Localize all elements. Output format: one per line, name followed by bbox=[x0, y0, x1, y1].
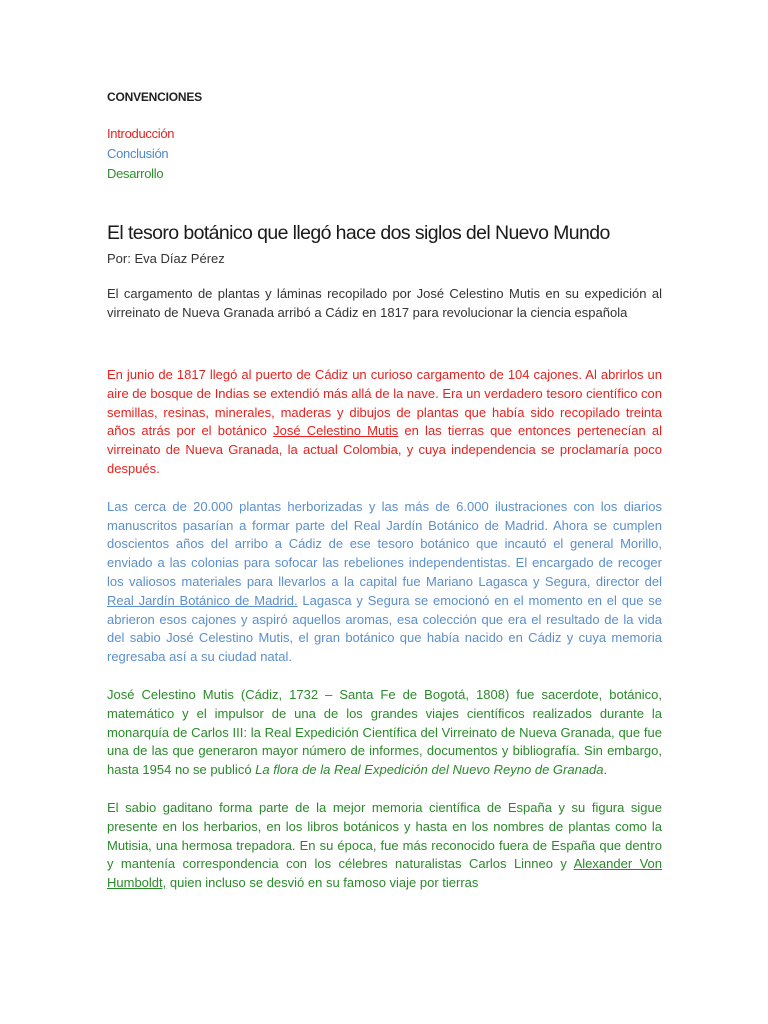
intro-text-after: en las tierras que entonces pertenecían al virreinato de Nueva Granada, la actual Colombia, y cuya independencia se proclamaría poco después. bbox=[107, 423, 662, 476]
legend-development: Desarrollo bbox=[107, 166, 164, 181]
article-subtitle: El cargamento de plantas y láminas recopilado por José Celestino Mutis en su expedición al virreinato de Nueva Granada arribó a Cádiz en 1817 para revolucionar la ciencia española bbox=[107, 286, 662, 320]
flora-book-title: La flora de la Real Expedición del Nuevo Reyno de Granada bbox=[255, 762, 604, 778]
development-paragraph-2 bbox=[107, 799, 662, 893]
intro-text-before: En junio de 1817 llegó al puerto de Cádiz un curioso cargamento de 104 cajones. Al abrirlos un aire de bosque de Indias se extendió más allá de la nave. Era un verdadero tesoro científico con semillas, resinas, minerales, maderas y dibujos de plantas que había sido recopilado treinta años atrás por el botánico bbox=[107, 367, 663, 439]
legend-conclusion: Conclusión bbox=[107, 146, 169, 161]
article-title: El tesoro botánico que llegó hace dos siglos del Nuevo Mundo bbox=[107, 222, 610, 244]
development2-text-after: quien incluso se desvió en su famoso viaje por tierras bbox=[166, 875, 479, 891]
mutis-link[interactable]: José Celestino Mutis bbox=[273, 423, 399, 439]
development2-text-before: El sabio gaditano forma parte de la mejor memoria científica de España y su figura sigue presente en los herbarios, en los libros botánicos y hasta en los nombres de plantas como la Mutisia, una hermosa trepadora. En su época, fue más reconocido fuera de España que dentro y mantenía correspondencia con los célebres naturalistas Carlos Linneo y bbox=[107, 799, 662, 872]
introduction-paragraph bbox=[107, 366, 662, 479]
conclusion-text-after: Lagasca y Segura se emocionó en el momento en el que se abrieron esos cajones y aspiró aquellos aromas, esa colección que era el resultado de la vida del sabio José Celestino Mutis, el gran botánico que había nacido en Cádiz y cuya memoria regresaba así a su ciudad natal. bbox=[107, 592, 662, 665]
document-page bbox=[107, 90, 662, 893]
development1-text-before: José Celestino Mutis (Cádiz, 1732 – Santa Fe de Bogotá, 1808) fue sacerdote, botánico, matemático y el impulsor de una de los grandes viajes científicos realizados durante la monarquía de Carlos III: la Real Expedición Científica del Virreinato de Nueva Granada, que fue una de las que generaron mayor número de informes, documentos y bibliografía. Sin embargo, hasta 1954 no se publicó bbox=[107, 686, 662, 778]
development-paragraph-1 bbox=[107, 686, 662, 780]
conclusion-text-before: Las cerca de 20.000 plantas herborizadas y las más de 6.000 ilustraciones con los diarios manuscritos pasarían a formar parte del Real Jardín Botánico de Madrid. Ahora se cumplen doscientos años del arribo a Cádiz de ese tesoro botánico que incautó el general Morillo, enviado a las colonias para sofocar las rebeliones independentistas. El encargado de recoger los valiosos materiales para llevarlos a la capital fue Mariano Lagasca y Segura, director del bbox=[107, 498, 662, 589]
legend-introduction: Introducción bbox=[107, 126, 175, 141]
humboldt-link[interactable]: Alexander Von Humboldt, bbox=[107, 856, 662, 891]
development1-text-after: . bbox=[603, 762, 608, 778]
conventions-title: CONVENCIONES bbox=[107, 90, 202, 104]
conclusion-paragraph bbox=[107, 498, 662, 667]
jardin-botanico-link[interactable]: Real Jardín Botánico de Madrid. bbox=[107, 592, 298, 608]
article-byline: Por: Eva Díaz Pérez bbox=[107, 251, 225, 266]
